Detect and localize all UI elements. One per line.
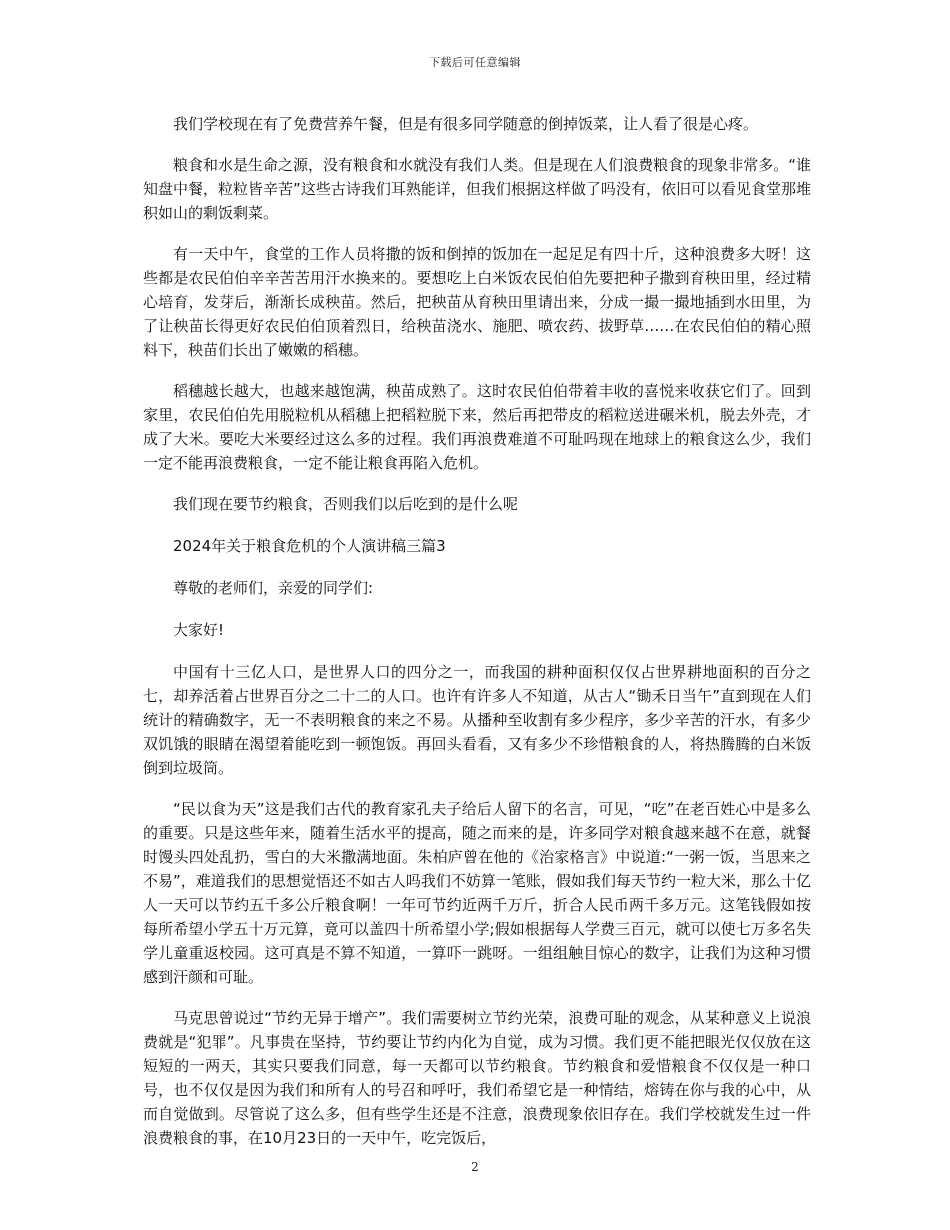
paragraph-10: “民以食为天”这是我们古代的教育家孔夫子给后人留下的名言，可见，“吃”在老百姓心中是多么的重要。只是这些年来，随着生活水平的提高，随之而来的是，许多同学对粮食越来越不在意，就餐时馒头四处乱扔，雪白的大米撒满地面。朱柏庐曾在他的《治家格言》中说道:“一粥一饭，当思来之不易”，难道我们的思想觉悟还不如古人吗我们不妨算一笔账，假如我们每天节约一粒大米，那么十亿人一天可以节约五千多公斤粮食啊！一年可节约近两千万斤，折合人民币两千多万元。这笔钱假如按每所希望小学五十万元算，竟可以盖四十所希望小学;假如根据每人学费三百元，就可以使七万多名失学儿童重返校园。这可真是不算不知道，一算吓一跳呀。一组组触目惊心的数字，让我们为这种习惯感到汗颜和可耻。: [143, 800, 811, 986]
paragraph-11: 马克思曾说过“节约无异于增产”。我们需要树立节约光荣，浪费可耻的观念，从某种意义上说浪费就是“犯罪”。凡事贵在坚持，节约要让节约内化为自觉，成为习惯。我们更不能把眼光仅仅放在这短短的一两天，其实只要我们同意，每一天都可以节约粮食。节约粮食和爱惜粮食不仅仅是一种口号，也不仅仅是因为我们和所有人的号召和呼吁，我们希望它是一种情结，熔铸在你与我的心中，从而自觉做到。尽管说了这么多，但有些学生还是不注意，浪费现象依旧存在。我们学校就发生过一件浪费粮食的事，在10月23日的一天中午，吃完饭后，: [143, 1009, 811, 1147]
salutation: 尊敬的老师们，亲爱的同学们:: [173, 579, 374, 597]
paragraph-9: 中国有十三亿人口，是世界人口的四分之一，而我国的耕种面积仅仅占世界耕地面积的百分之七，却养活着占世界百分之二十二的人口。也许有许多人不知道，从古人“锄禾日当午”直到现在人们统计的精确数字，无一不表明粮食的来之不易。从播种至收割有多少程序，多少辛苦的汗水，有多少双饥饿的眼睛在渴望着能吃到一顿饱饭。再回头看看，又有多少不珍惜粮食的人，将热腾腾的白米饭倒到垃圾筒。: [143, 663, 811, 777]
paragraph-4: 稻穗越长越大，也越来越饱满，秧苗成熟了。这时农民伯伯带着丰收的喜悦来收获它们了。回到家里，农民伯伯先用脱粒机从稻穗上把稻粒脱下来，然后再把带皮的稻粒送进碾米机，脱去外壳，才成了大米。要吃大米要经过这么多的过程。我们再浪费难道不可耻吗现在地球上的粮食这么少，我们一定不能再浪费粮食，一定不能让粮食再陷入危机。: [143, 382, 811, 472]
paragraph-3: 有一天中午，食堂的工作人员将撒的饭和倒掉的饭加在一起足足有四十斤，这种浪费多大呀！这些都是农民伯伯辛辛苦苦用汗水换来的。要想吃上白米饭农民伯伯先要把种子撒到育秧田里，经过精心培育，发芽后，渐渐长成秧苗。然后，把秧苗从育秧田里请出来，分成一撮一撮地插到水田里，为了让秧苗长得更好农民伯伯顶着烈日，给秧苗浇水、施肥、喷农药、拔野草……在农民伯伯的精心照料下，秧苗们长出了嫩嫩的稻穗。: [143, 245, 811, 359]
document-body: [143, 112, 811, 1167]
greeting: 大家好!: [173, 621, 225, 639]
section-title: 2024年关于粮食危机的个人演讲稿三篇3: [173, 537, 446, 555]
paragraph-2: 粮食和水是生命之源，没有粮食和水就没有我们人类。但是现在人们浪费粮食的现象非常多。“谁知盘中餐，粒粒皆辛苦”这些古诗我们耳熟能详，但我们根据这样做了吗没有，依旧可以看见食堂那堆积如山的剩饭剩菜。: [143, 156, 811, 222]
page-header-note: 下载后可任意编辑: [429, 56, 521, 69]
paragraph-5: 我们现在要节约粮食，否则我们以后吃到的是什么呢: [173, 495, 519, 513]
page-number: 2: [471, 1160, 479, 1174]
paragraph-1: 我们学校现在有了免费营养午餐，但是有很多同学随意的倒掉饭菜，让人看了很是心疼。: [173, 115, 759, 133]
